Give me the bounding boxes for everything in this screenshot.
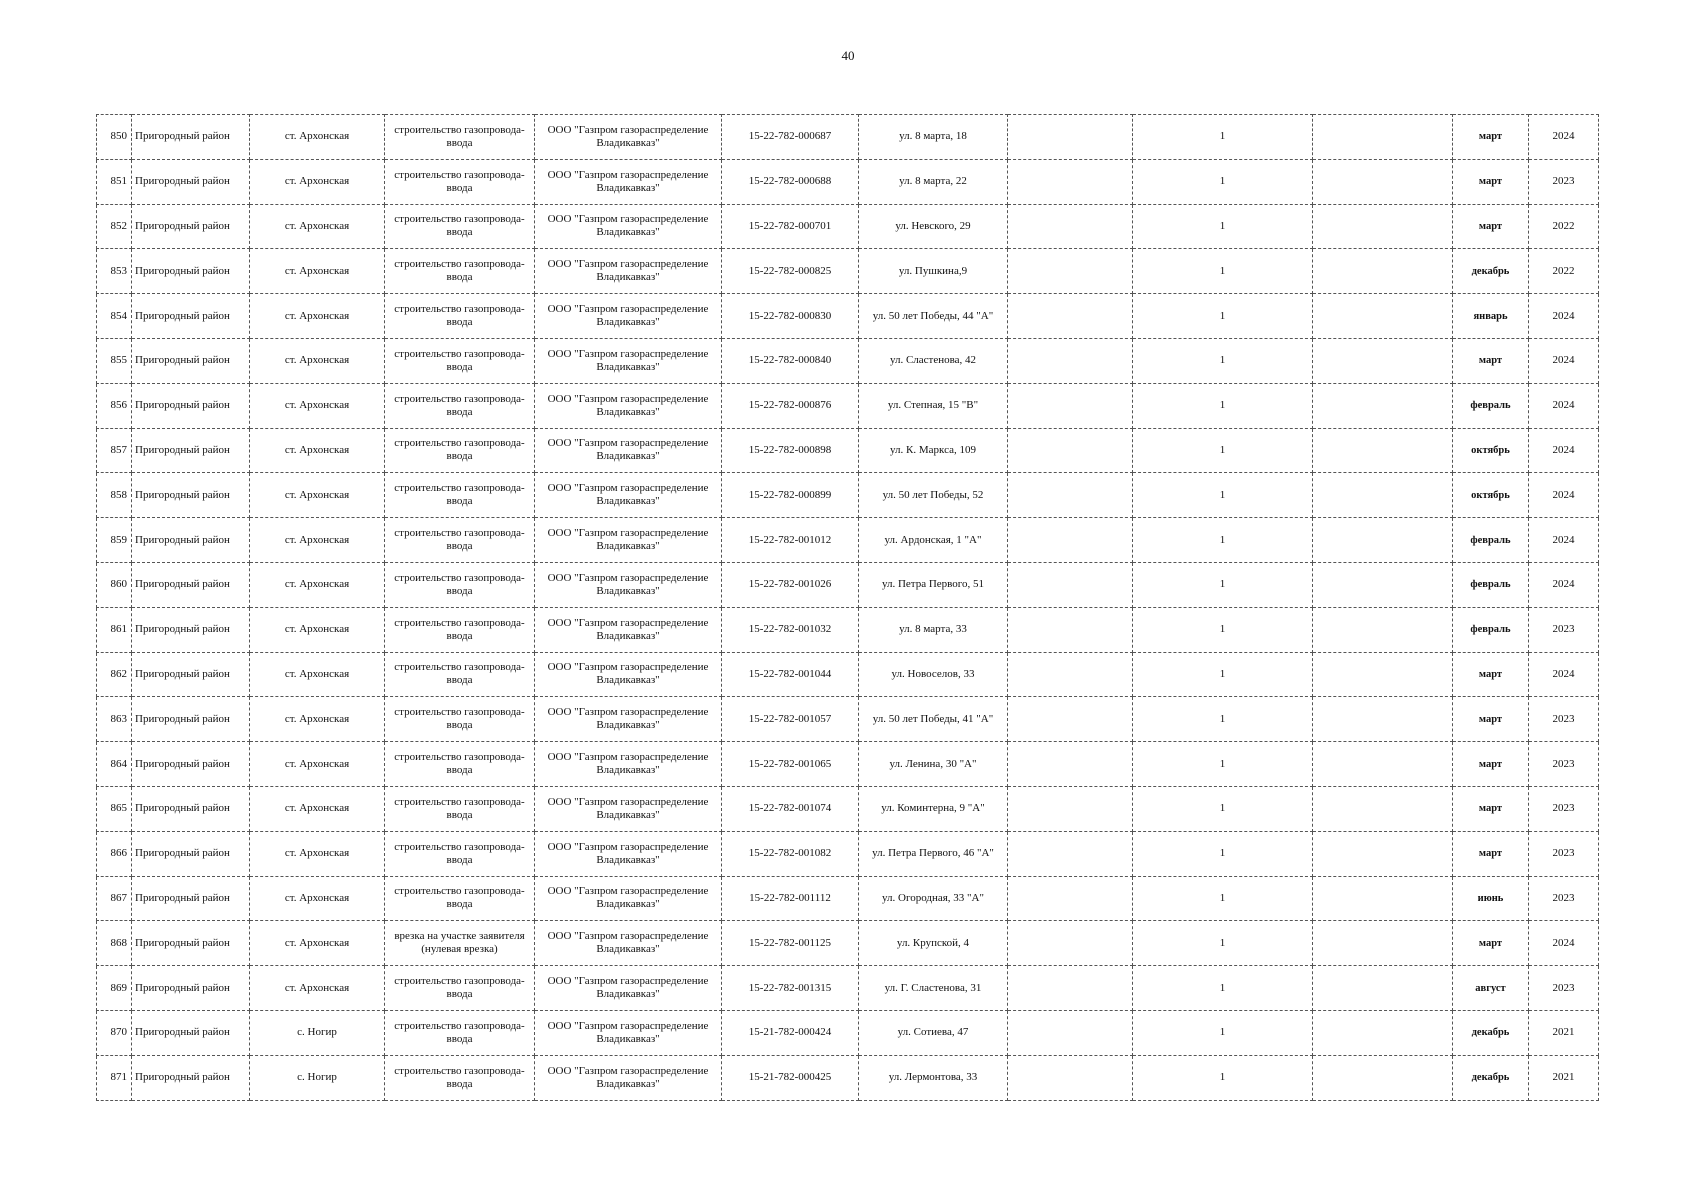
work-type-cell: строительство газопровода-ввода — [385, 294, 535, 339]
address-cell: ул. Петра Первого, 51 — [859, 562, 1008, 607]
month-cell: декабрь — [1453, 249, 1529, 294]
settlement-cell: ст. Архонская — [250, 383, 385, 428]
work-type-cell: строительство газопровода-ввода — [385, 1010, 535, 1055]
district-cell: Пригородный район — [132, 294, 250, 339]
settlement-cell: ст. Архонская — [250, 652, 385, 697]
blank-cell — [1313, 473, 1453, 518]
district-cell: Пригородный район — [132, 338, 250, 383]
work-type-cell: строительство газопровода-ввода — [385, 607, 535, 652]
settlement-cell: ст. Архонская — [250, 294, 385, 339]
application-number-cell: 15-22-782-001112 — [722, 876, 859, 921]
month-cell: январь — [1453, 294, 1529, 339]
quantity-cell: 1 — [1133, 921, 1313, 966]
district-cell: Пригородный район — [132, 204, 250, 249]
organization-cell: ООО "Газпром газораспределение Владикавказ" — [535, 115, 722, 160]
table-row — [97, 966, 1599, 1011]
application-number-cell: 15-22-782-000899 — [722, 473, 859, 518]
address-cell: ул. Лермонтова, 33 — [859, 1055, 1008, 1100]
settlement-cell: ст. Архонская — [250, 428, 385, 473]
blank-cell — [1008, 383, 1133, 428]
settlement-cell: ст. Архонская — [250, 966, 385, 1011]
row-number-cell: 853 — [97, 249, 132, 294]
table-row — [97, 204, 1599, 249]
table-row — [97, 876, 1599, 921]
year-cell: 2023 — [1529, 966, 1599, 1011]
blank-cell — [1313, 159, 1453, 204]
settlement-cell: с. Ногир — [250, 1010, 385, 1055]
blank-cell — [1313, 338, 1453, 383]
month-cell: август — [1453, 966, 1529, 1011]
table-row — [97, 831, 1599, 876]
application-number-cell: 15-22-782-001032 — [722, 607, 859, 652]
address-cell: ул. 50 лет Победы, 44 "А" — [859, 294, 1008, 339]
blank-cell — [1313, 652, 1453, 697]
quantity-cell: 1 — [1133, 1010, 1313, 1055]
blank-cell — [1008, 652, 1133, 697]
application-number-cell: 15-22-782-001125 — [722, 921, 859, 966]
year-cell: 2021 — [1529, 1055, 1599, 1100]
blank-cell — [1313, 204, 1453, 249]
row-number-cell: 850 — [97, 115, 132, 160]
month-cell: март — [1453, 697, 1529, 742]
organization-cell: ООО "Газпром газораспределение Владикавказ" — [535, 1010, 722, 1055]
blank-cell — [1313, 294, 1453, 339]
row-number-cell: 854 — [97, 294, 132, 339]
blank-cell — [1008, 518, 1133, 563]
work-type-cell: строительство газопровода-ввода — [385, 742, 535, 787]
work-type-cell: строительство газопровода-ввода — [385, 249, 535, 294]
quantity-cell: 1 — [1133, 652, 1313, 697]
row-number-cell: 851 — [97, 159, 132, 204]
quantity-cell: 1 — [1133, 518, 1313, 563]
organization-cell: ООО "Газпром газораспределение Владикавказ" — [535, 831, 722, 876]
work-type-cell: строительство газопровода-ввода — [385, 159, 535, 204]
blank-cell — [1313, 921, 1453, 966]
application-number-cell: 15-22-782-001074 — [722, 786, 859, 831]
quantity-cell: 1 — [1133, 831, 1313, 876]
year-cell: 2024 — [1529, 473, 1599, 518]
address-cell: ул. Коминтерна, 9 "А" — [859, 786, 1008, 831]
work-type-cell: строительство газопровода-ввода — [385, 383, 535, 428]
application-number-cell: 15-22-782-001082 — [722, 831, 859, 876]
blank-cell — [1008, 1055, 1133, 1100]
blank-cell — [1008, 115, 1133, 160]
district-cell: Пригородный район — [132, 518, 250, 563]
month-cell: октябрь — [1453, 473, 1529, 518]
organization-cell: ООО "Газпром газораспределение Владикавказ" — [535, 652, 722, 697]
blank-cell — [1313, 115, 1453, 160]
application-number-cell: 15-22-782-001026 — [722, 562, 859, 607]
application-number-cell: 15-22-782-001065 — [722, 742, 859, 787]
quantity-cell: 1 — [1133, 338, 1313, 383]
address-cell: ул. Пушкина,9 — [859, 249, 1008, 294]
blank-cell — [1313, 1010, 1453, 1055]
table-row — [97, 294, 1599, 339]
application-number-cell: 15-22-782-000701 — [722, 204, 859, 249]
address-cell: ул. 50 лет Победы, 52 — [859, 473, 1008, 518]
settlement-cell: ст. Архонская — [250, 473, 385, 518]
year-cell: 2021 — [1529, 1010, 1599, 1055]
blank-cell — [1313, 607, 1453, 652]
settlement-cell: ст. Архонская — [250, 786, 385, 831]
district-cell: Пригородный район — [132, 115, 250, 160]
blank-cell — [1008, 831, 1133, 876]
row-number-cell: 864 — [97, 742, 132, 787]
blank-cell — [1008, 294, 1133, 339]
month-cell: март — [1453, 786, 1529, 831]
year-cell: 2023 — [1529, 786, 1599, 831]
work-type-cell: строительство газопровода-ввода — [385, 562, 535, 607]
row-number-cell: 861 — [97, 607, 132, 652]
address-cell: ул. Петра Первого, 46 "А" — [859, 831, 1008, 876]
quantity-cell: 1 — [1133, 294, 1313, 339]
organization-cell: ООО "Газпром газораспределение Владикавказ" — [535, 518, 722, 563]
organization-cell: ООО "Газпром газораспределение Владикавказ" — [535, 159, 722, 204]
address-cell: ул. 50 лет Победы, 41 "А" — [859, 697, 1008, 742]
settlement-cell: ст. Архонская — [250, 562, 385, 607]
table-row — [97, 518, 1599, 563]
address-cell: ул. К. Маркса, 109 — [859, 428, 1008, 473]
address-cell: ул. Невского, 29 — [859, 204, 1008, 249]
application-number-cell: 15-22-782-001315 — [722, 966, 859, 1011]
application-number-cell: 15-22-782-000830 — [722, 294, 859, 339]
blank-cell — [1313, 876, 1453, 921]
year-cell: 2024 — [1529, 652, 1599, 697]
table-row — [97, 742, 1599, 787]
table-row — [97, 473, 1599, 518]
blank-cell — [1313, 1055, 1453, 1100]
work-type-cell: строительство газопровода-ввода — [385, 518, 535, 563]
address-cell: ул. Степная, 15 "В" — [859, 383, 1008, 428]
quantity-cell: 1 — [1133, 876, 1313, 921]
blank-cell — [1008, 697, 1133, 742]
address-cell: ул. 8 марта, 33 — [859, 607, 1008, 652]
table-row — [97, 921, 1599, 966]
month-cell: февраль — [1453, 562, 1529, 607]
organization-cell: ООО "Газпром газораспределение Владикавказ" — [535, 1055, 722, 1100]
table-row — [97, 338, 1599, 383]
year-cell: 2023 — [1529, 876, 1599, 921]
application-number-cell: 15-22-782-000840 — [722, 338, 859, 383]
organization-cell: ООО "Газпром газораспределение Владикавказ" — [535, 562, 722, 607]
blank-cell — [1008, 876, 1133, 921]
address-cell: ул. Сластенова, 42 — [859, 338, 1008, 383]
organization-cell: ООО "Газпром газораспределение Владикавказ" — [535, 921, 722, 966]
district-cell: Пригородный район — [132, 607, 250, 652]
year-cell: 2024 — [1529, 562, 1599, 607]
settlement-cell: ст. Архонская — [250, 697, 385, 742]
quantity-cell: 1 — [1133, 383, 1313, 428]
row-number-cell: 857 — [97, 428, 132, 473]
quantity-cell: 1 — [1133, 159, 1313, 204]
month-cell: март — [1453, 921, 1529, 966]
work-type-cell: строительство газопровода-ввода — [385, 473, 535, 518]
settlement-cell: ст. Архонская — [250, 742, 385, 787]
row-number-cell: 870 — [97, 1010, 132, 1055]
table-row — [97, 1010, 1599, 1055]
table-row — [97, 383, 1599, 428]
table-row — [97, 697, 1599, 742]
organization-cell: ООО "Газпром газораспределение Владикавказ" — [535, 607, 722, 652]
blank-cell — [1313, 518, 1453, 563]
address-cell: ул. 8 марта, 22 — [859, 159, 1008, 204]
application-number-cell: 15-22-782-001057 — [722, 697, 859, 742]
organization-cell: ООО "Газпром газораспределение Владикавказ" — [535, 876, 722, 921]
application-number-cell: 15-21-782-000424 — [722, 1010, 859, 1055]
year-cell: 2023 — [1529, 742, 1599, 787]
address-cell: ул. Ардонская, 1 "А" — [859, 518, 1008, 563]
row-number-cell: 863 — [97, 697, 132, 742]
blank-cell — [1008, 1010, 1133, 1055]
table-row — [97, 786, 1599, 831]
row-number-cell: 862 — [97, 652, 132, 697]
quantity-cell: 1 — [1133, 786, 1313, 831]
blank-cell — [1313, 428, 1453, 473]
table-row — [97, 652, 1599, 697]
blank-cell — [1008, 607, 1133, 652]
quantity-cell: 1 — [1133, 204, 1313, 249]
row-number-cell: 868 — [97, 921, 132, 966]
work-type-cell: строительство газопровода-ввода — [385, 204, 535, 249]
month-cell: март — [1453, 204, 1529, 249]
organization-cell: ООО "Газпром газораспределение Владикавказ" — [535, 428, 722, 473]
row-number-cell: 869 — [97, 966, 132, 1011]
district-cell: Пригородный район — [132, 742, 250, 787]
table-row — [97, 1055, 1599, 1100]
row-number-cell: 867 — [97, 876, 132, 921]
district-cell: Пригородный район — [132, 1055, 250, 1100]
row-number-cell: 855 — [97, 338, 132, 383]
work-type-cell: строительство газопровода-ввода — [385, 338, 535, 383]
year-cell: 2023 — [1529, 697, 1599, 742]
work-type-cell: строительство газопровода-ввода — [385, 876, 535, 921]
organization-cell: ООО "Газпром газораспределение Владикавказ" — [535, 473, 722, 518]
quantity-cell: 1 — [1133, 607, 1313, 652]
settlement-cell: ст. Архонская — [250, 831, 385, 876]
application-number-cell: 15-21-782-000425 — [722, 1055, 859, 1100]
year-cell: 2024 — [1529, 338, 1599, 383]
month-cell: март — [1453, 338, 1529, 383]
blank-cell — [1008, 742, 1133, 787]
district-cell: Пригородный район — [132, 473, 250, 518]
year-cell: 2023 — [1529, 607, 1599, 652]
district-cell: Пригородный район — [132, 966, 250, 1011]
blank-cell — [1008, 338, 1133, 383]
blank-cell — [1313, 383, 1453, 428]
address-cell: ул. Огородная, 33 "А" — [859, 876, 1008, 921]
work-type-cell: строительство газопровода-ввода — [385, 697, 535, 742]
year-cell: 2024 — [1529, 921, 1599, 966]
district-cell: Пригородный район — [132, 786, 250, 831]
month-cell: июнь — [1453, 876, 1529, 921]
quantity-cell: 1 — [1133, 562, 1313, 607]
district-cell: Пригородный район — [132, 383, 250, 428]
quantity-cell: 1 — [1133, 966, 1313, 1011]
work-type-cell: строительство газопровода-ввода — [385, 115, 535, 160]
address-cell: ул. Ленина, 30 "А" — [859, 742, 1008, 787]
organization-cell: ООО "Газпром газораспределение Владикавказ" — [535, 383, 722, 428]
year-cell: 2024 — [1529, 294, 1599, 339]
application-number-cell: 15-22-782-000876 — [722, 383, 859, 428]
blank-cell — [1008, 159, 1133, 204]
month-cell: март — [1453, 115, 1529, 160]
settlement-cell: ст. Архонская — [250, 607, 385, 652]
year-cell: 2024 — [1529, 428, 1599, 473]
row-number-cell: 852 — [97, 204, 132, 249]
table-row — [97, 428, 1599, 473]
district-cell: Пригородный район — [132, 697, 250, 742]
district-cell: Пригородный район — [132, 876, 250, 921]
settlement-cell: ст. Архонская — [250, 921, 385, 966]
page-number: 40 — [841, 48, 855, 63]
work-type-cell: врезка на участке заявителя (нулевая врезка) — [385, 921, 535, 966]
district-cell: Пригородный район — [132, 1010, 250, 1055]
month-cell: февраль — [1453, 607, 1529, 652]
month-cell: февраль — [1453, 383, 1529, 428]
row-number-cell: 859 — [97, 518, 132, 563]
address-cell: ул. Сотиева, 47 — [859, 1010, 1008, 1055]
work-type-cell: строительство газопровода-ввода — [385, 1055, 535, 1100]
year-cell: 2024 — [1529, 115, 1599, 160]
row-number-cell: 856 — [97, 383, 132, 428]
table-row — [97, 562, 1599, 607]
table-row — [97, 249, 1599, 294]
district-cell: Пригородный район — [132, 831, 250, 876]
year-cell: 2024 — [1529, 518, 1599, 563]
organization-cell: ООО "Газпром газораспределение Владикавказ" — [535, 697, 722, 742]
settlement-cell: ст. Архонская — [250, 249, 385, 294]
table-row — [97, 607, 1599, 652]
row-number-cell: 866 — [97, 831, 132, 876]
blank-cell — [1008, 204, 1133, 249]
table-row — [97, 115, 1599, 160]
blank-cell — [1008, 473, 1133, 518]
district-cell: Пригородный район — [132, 159, 250, 204]
blank-cell — [1313, 966, 1453, 1011]
work-type-cell: строительство газопровода-ввода — [385, 966, 535, 1011]
blank-cell — [1313, 249, 1453, 294]
application-number-cell: 15-22-782-000825 — [722, 249, 859, 294]
district-cell: Пригородный район — [132, 652, 250, 697]
blank-cell — [1008, 921, 1133, 966]
settlement-cell: ст. Архонская — [250, 204, 385, 249]
organization-cell: ООО "Газпром газораспределение Владикавказ" — [535, 204, 722, 249]
settlement-cell: ст. Архонская — [250, 876, 385, 921]
month-cell: март — [1453, 159, 1529, 204]
organization-cell: ООО "Газпром газораспределение Владикавказ" — [535, 338, 722, 383]
month-cell: март — [1453, 652, 1529, 697]
registry-table — [96, 114, 1599, 1101]
year-cell: 2024 — [1529, 383, 1599, 428]
settlement-cell: с. Ногир — [250, 1055, 385, 1100]
work-type-cell: строительство газопровода-ввода — [385, 428, 535, 473]
address-cell: ул. Крупской, 4 — [859, 921, 1008, 966]
application-number-cell: 15-22-782-000687 — [722, 115, 859, 160]
quantity-cell: 1 — [1133, 115, 1313, 160]
district-cell: Пригородный район — [132, 428, 250, 473]
blank-cell — [1313, 786, 1453, 831]
application-number-cell: 15-22-782-001012 — [722, 518, 859, 563]
work-type-cell: строительство газопровода-ввода — [385, 831, 535, 876]
row-number-cell: 858 — [97, 473, 132, 518]
blank-cell — [1313, 562, 1453, 607]
application-number-cell: 15-22-782-000688 — [722, 159, 859, 204]
district-cell: Пригородный район — [132, 562, 250, 607]
month-cell: март — [1453, 742, 1529, 787]
settlement-cell: ст. Архонская — [250, 115, 385, 160]
year-cell: 2022 — [1529, 249, 1599, 294]
settlement-cell: ст. Архонская — [250, 518, 385, 563]
quantity-cell: 1 — [1133, 1055, 1313, 1100]
organization-cell: ООО "Газпром газораспределение Владикавказ" — [535, 249, 722, 294]
blank-cell — [1313, 697, 1453, 742]
district-cell: Пригородный район — [132, 249, 250, 294]
address-cell: ул. Г. Сластенова, 31 — [859, 966, 1008, 1011]
quantity-cell: 1 — [1133, 742, 1313, 787]
blank-cell — [1008, 966, 1133, 1011]
blank-cell — [1313, 831, 1453, 876]
address-cell: ул. Новоселов, 33 — [859, 652, 1008, 697]
organization-cell: ООО "Газпром газораспределение Владикавказ" — [535, 294, 722, 339]
blank-cell — [1008, 249, 1133, 294]
organization-cell: ООО "Газпром газораспределение Владикавказ" — [535, 786, 722, 831]
application-number-cell: 15-22-782-000898 — [722, 428, 859, 473]
quantity-cell: 1 — [1133, 428, 1313, 473]
row-number-cell: 871 — [97, 1055, 132, 1100]
table-row — [97, 159, 1599, 204]
year-cell: 2022 — [1529, 204, 1599, 249]
quantity-cell: 1 — [1133, 249, 1313, 294]
address-cell: ул. 8 марта, 18 — [859, 115, 1008, 160]
application-number-cell: 15-22-782-001044 — [722, 652, 859, 697]
work-type-cell: строительство газопровода-ввода — [385, 652, 535, 697]
organization-cell: ООО "Газпром газораспределение Владикавказ" — [535, 742, 722, 787]
month-cell: октябрь — [1453, 428, 1529, 473]
blank-cell — [1313, 742, 1453, 787]
district-cell: Пригородный район — [132, 921, 250, 966]
work-type-cell: строительство газопровода-ввода — [385, 786, 535, 831]
month-cell: март — [1453, 831, 1529, 876]
row-number-cell: 860 — [97, 562, 132, 607]
month-cell: февраль — [1453, 518, 1529, 563]
organization-cell: ООО "Газпром газораспределение Владикавказ" — [535, 966, 722, 1011]
blank-cell — [1008, 562, 1133, 607]
quantity-cell: 1 — [1133, 473, 1313, 518]
month-cell: декабрь — [1453, 1010, 1529, 1055]
blank-cell — [1008, 786, 1133, 831]
settlement-cell: ст. Архонская — [250, 338, 385, 383]
quantity-cell: 1 — [1133, 697, 1313, 742]
blank-cell — [1008, 428, 1133, 473]
month-cell: декабрь — [1453, 1055, 1529, 1100]
year-cell: 2023 — [1529, 159, 1599, 204]
year-cell: 2023 — [1529, 831, 1599, 876]
row-number-cell: 865 — [97, 786, 132, 831]
settlement-cell: ст. Архонская — [250, 159, 385, 204]
